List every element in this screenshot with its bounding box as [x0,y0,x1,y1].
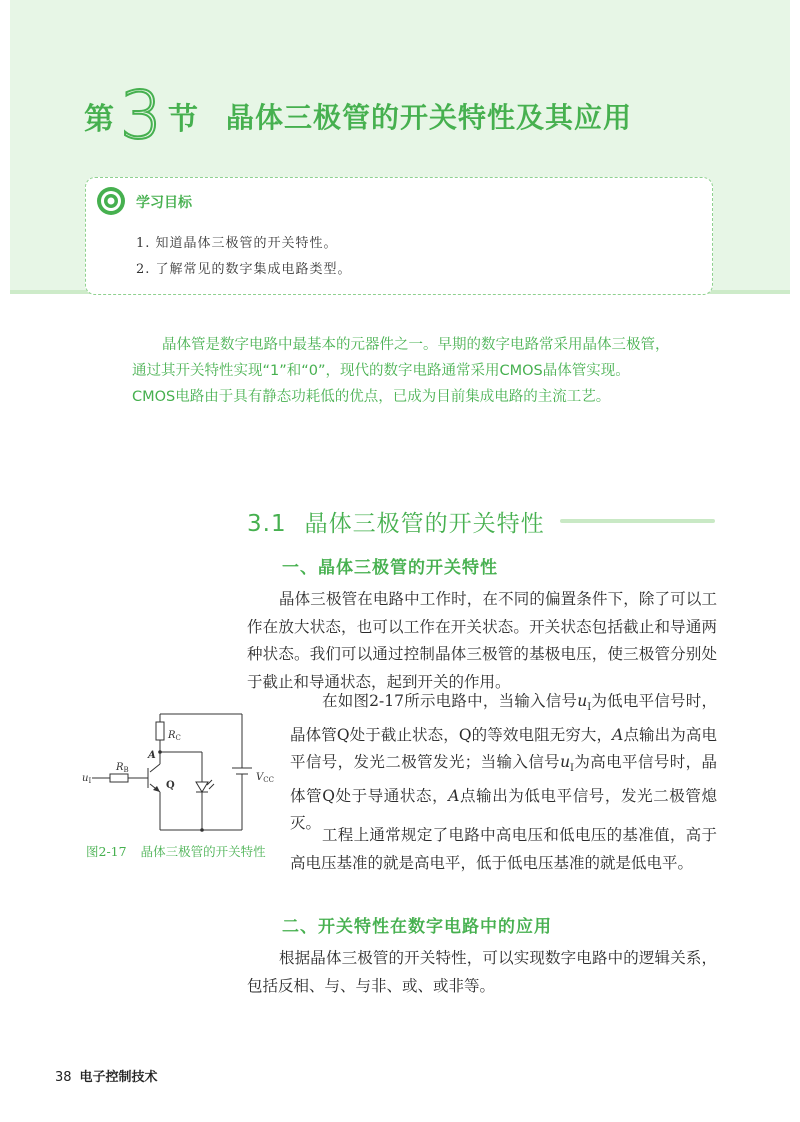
label-ui [82,773,91,785]
label-vcc [256,772,274,784]
label-ui-main: u [82,773,89,784]
section-heading [247,505,545,538]
learning-goal-item: 1. 知道晶体三极管的开关特性。 [136,236,338,251]
text-run: 点输出为低电平信号，发光二极管熄灭。 [290,786,717,833]
figure-caption [86,842,266,860]
figure-caption-text: 晶体三极管的开关特性 [140,844,266,859]
var-a: A [448,786,460,805]
chapter-number: 3 [120,77,162,154]
transistor-switch-circuit [80,706,285,836]
intro-paragraph [132,332,692,410]
subsection-heading-1: 一、晶体三极管的开关特性 [282,558,498,578]
var-ui-sub: I [570,763,574,775]
book-title: 电子控制技术 [79,1070,158,1085]
text-run: 为低电平信号时，晶体管Q处于截止状态，Q的等效电阻无穷大， [290,692,717,744]
label-q: Q [166,780,175,791]
text-run: 在如图2-17所示电路中，当输入信号 [322,692,578,710]
figure-label: 图2-17 [86,844,127,859]
label-rc [167,730,181,742]
intro-line: 通过其开关特性实现“1”和“0”，现代的数字电路通常采用CMOS晶体管实现。 [132,363,630,379]
intro-line: CMOS电路由于具有静态功耗低的优点，已成为目前集成电路的主流工艺。 [132,389,611,405]
label-vcc-main: V [256,772,264,783]
subsection-heading-2: 二、开关特性在数字电路中的应用 [282,917,552,937]
chapter-prefix: 第 [84,102,114,137]
label-vcc-sub: CC [263,776,274,784]
body-paragraph-4: 根据晶体三极管的开关特性，可以实现数字电路中的逻辑关系，包括反相、与、与非、或、或非等。 [247,949,717,995]
section-number: 3.1 [247,511,287,537]
var-a: A [612,725,624,744]
label-rb-sub: B [123,766,129,774]
body-paragraph-2 [290,688,717,838]
text-run: 点输出为高电平信号，发光二极管发光；当输入信号 [290,725,717,772]
chapter-suffix: 节 [168,102,198,137]
body-paragraph-3: 工程上通常规定了电路中高电压和低电压的基准值，高于高电压基准的就是高电平，低于低电压基准的就是低电平。 [290,826,717,872]
target-icon [96,186,126,216]
text-run: 为高电平信号时，晶体管Q处于导通状态， [290,753,717,805]
learning-goals-box [85,177,713,295]
var-ui-sub: I [587,702,592,714]
var-ui: u [577,692,588,710]
learning-goal-item: 2. 了解常见的数字集成电路类型。 [136,262,352,277]
label-node-a: A [148,750,156,761]
intro-line: 晶体管是数字电路中最基本的元器件之一。早期的数字电路常采用晶体三极管， [162,337,670,353]
label-rc-main: R [168,730,176,741]
page-footer [55,1066,158,1085]
body-paragraph-1: 晶体三极管在电路中工作时，在不同的偏置条件下，除了可以工作在放大状态，也可以工作在开关状态。开关状态包括截止和导通两种状态。我们可以通过控制晶体三极管的基极电压，使三极管分别处于截止和导通状态，起到开关的作用。 [247,590,717,691]
label-rb-main: R [116,762,124,773]
chapter-title [84,76,632,156]
label-rc-sub: C [175,734,181,742]
section-rule [560,519,715,523]
chapter-heading: 晶体三极管的开关特性及其应用 [226,101,633,134]
var-ui: u [560,753,571,772]
learning-goals-title: 学习目标 [136,195,192,211]
section-title: 晶体三极管的开关特性 [304,511,545,537]
label-ui-sub: I [88,777,92,785]
label-rb [115,762,129,774]
page-number: 38 [55,1070,72,1085]
